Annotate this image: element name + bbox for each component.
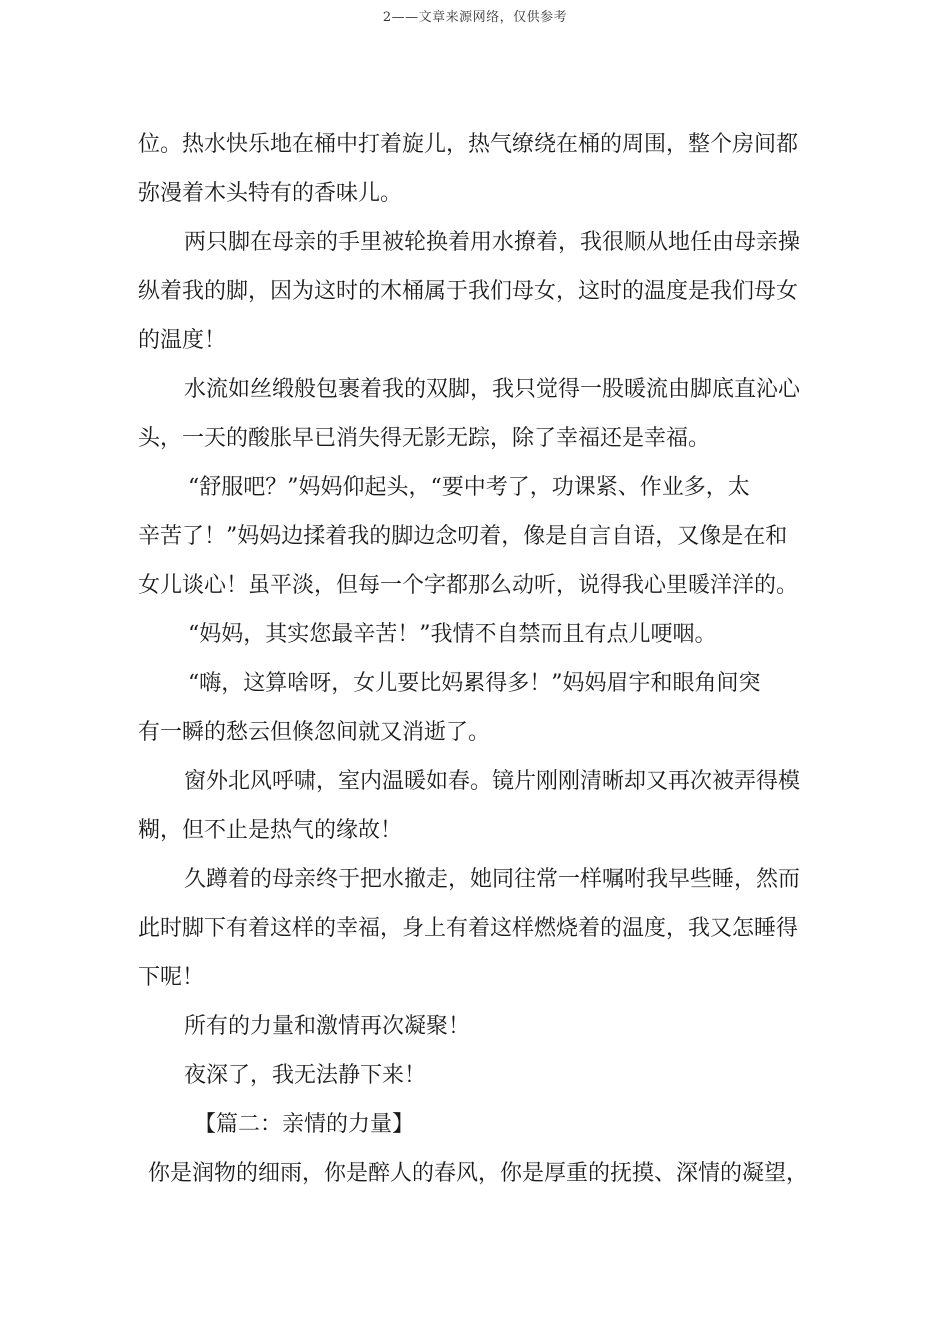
document-body (138, 120, 828, 1198)
text-line: 糊，但不止是热气的缘故！ (138, 818, 403, 843)
text-line: 水流如丝缎般包裹着我的双脚，我只觉得一股暖流由脚底直沁心 (184, 377, 801, 402)
text-line: 女儿谈心！虽平淡，但每一个字都那么动听，说得我心里暖洋洋的。 (138, 573, 799, 598)
text-line: 久蹲着的母亲终于把水撤走，她同往常一样嘱咐我早些睡，然而 (184, 867, 801, 892)
text-line: “嗨，这算啥呀，女儿要比妈累得多！”妈妈眉宇和眼角间突 (188, 671, 761, 696)
text-line: 窗外北风呼啸，室内温暖如春。镜片刚刚清晰却又再次被弄得模 (184, 769, 801, 794)
section-heading: 【篇二：亲情的力量】 (194, 1112, 415, 1137)
text-line: 弥漫着木头特有的香味儿。 (138, 181, 403, 206)
text-line: 所有的力量和激情再次凝聚！ (184, 1014, 471, 1039)
text-line: 夜深了，我无法静下来！ (184, 1063, 427, 1088)
text-line: 下呢！ (138, 965, 205, 990)
text-line: 此时脚下有着这样的幸福，身上有着这样燃烧着的温度，我又怎睡得 (138, 916, 799, 941)
text-line: 有一瞬的愁云但倏忽间就又消逝了。 (138, 720, 491, 745)
text-line: 辛苦了！”妈妈边揉着我的脚边念叨着，像是自言自语，又像是在和 (138, 524, 788, 549)
text-line: 你是润物的细雨，你是醉人的春风，你是厚重的抚摸、深情的凝望， (148, 1161, 809, 1186)
text-line: 的温度！ (138, 328, 227, 353)
page-header: 2——文章来源网络，仅供参考 (382, 10, 568, 25)
text-line: 位。热水快乐地在桶中打着旋儿，热气缭绕在桶的周围，整个房间都 (138, 132, 799, 157)
text-line: “舒服吧？”妈妈仰起头，“要中考了，功课紧、作业多，太 (188, 475, 750, 500)
text-line: 头，一天的酸胀早已消失得无影无踪，除了幸福还是幸福。 (138, 426, 711, 451)
text-line: 纵着我的脚，因为这时的木桶属于我们母女，这时的温度是我们母女 (138, 279, 799, 304)
text-line: “妈妈，其实您最辛苦！”我情不自禁而且有点儿哽咽。 (188, 622, 717, 647)
text-line: 两只脚在母亲的手里被轮换着用水撩着，我很顺从地任由母亲操 (184, 230, 801, 255)
